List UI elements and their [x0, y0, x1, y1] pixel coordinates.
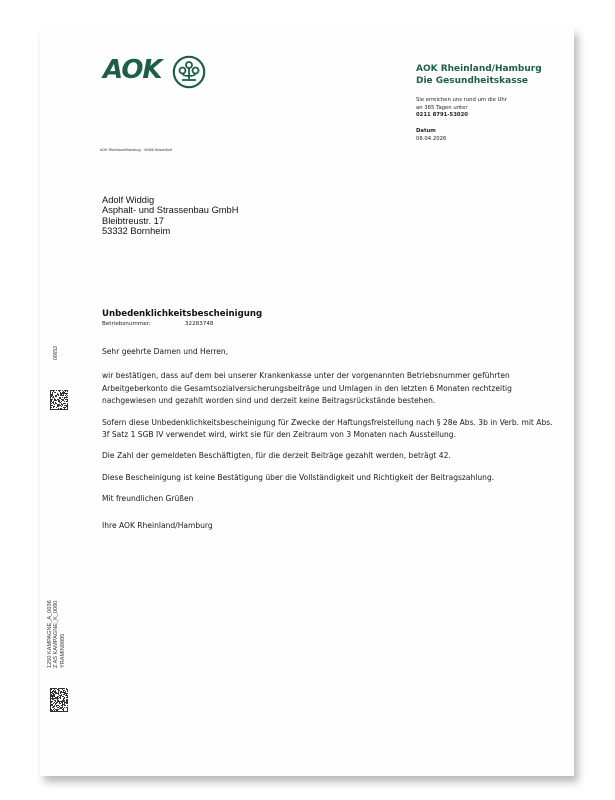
betriebsnummer-value: 32283748	[185, 321, 214, 327]
aok-logo-text: AOK	[103, 55, 162, 85]
brand-tagline: Die Gesundheitskasse	[416, 76, 529, 86]
brand-name: AOK Rheinland/Hamburg	[416, 64, 542, 74]
date-block	[416, 128, 446, 143]
date-value: 08.04.2026	[416, 135, 447, 142]
brand-block	[416, 63, 542, 87]
closing: Mit freundlichen Grüßen	[102, 494, 194, 504]
datamatrix-code-icon	[50, 688, 68, 712]
date-label: Datum	[416, 128, 436, 134]
recipient-city: 53332 Bornheim	[102, 226, 171, 237]
datamatrix-code-icon	[50, 390, 68, 410]
body-paragraph: Diese Bescheinigung ist keine Bestätigung über die Vollständigkeit und Richtigkeit der Beitragszahlung.	[102, 472, 495, 482]
betriebsnummer-label: Betriebsnummer:	[102, 321, 151, 327]
body-paragraph: Die Zahl der gemeldeten Beschäftigten, für die derzeit Beiträge gezahlt werden, beträgt 42.	[102, 451, 451, 461]
sender-return-address: AOK Rheinland/Hamburg · 40466 Düsseldorf	[100, 148, 172, 152]
body-paragraph: Sofern diese Unbedenklichkeitsbescheinigung für Zwecke der Haftungsfreistellung nach § 28e Abs. 3b in Verb. mit Abs. 3f Satz 1 SGB IV verwendet wird, wirkt sie für den Zeitraum von 3 Monaten nach Ausstellung.	[102, 417, 553, 440]
margin-codes	[47, 600, 66, 668]
contact-phone: 0211 8791-53020	[416, 112, 468, 118]
recipient-name: Adolf Widdig	[102, 195, 155, 205]
betriebsnummer-row	[102, 321, 214, 327]
aok-tree-emblem-icon	[172, 55, 206, 89]
salutation: Sehr geehrte Damen und Herren,	[102, 347, 229, 356]
contact-info	[416, 97, 507, 120]
recipient-company: Asphalt- und Strassenbau GmbH	[102, 205, 239, 216]
letter-body	[102, 346, 558, 541]
recipient-address	[102, 195, 238, 237]
contact-line: Sie erreichen uns rund um die Uhr	[416, 97, 507, 103]
letter-page	[40, 28, 574, 776]
recipient-street: Bleibtreustr. 17	[102, 215, 165, 226]
margin-code-line: 1250 KAMPAGNE_A_0036	[47, 600, 53, 668]
signature: Ihre AOK Rheinland/Hamburg	[102, 520, 213, 530]
margin-code-line: Z AS KAMPAGNE_K_0080	[53, 600, 60, 668]
contact-line: an 365 Tagen unter	[416, 104, 468, 111]
letter-subject: Unbedenklichkeitsbescheinigung	[102, 309, 263, 319]
body-paragraph: wir bestätigen, dass auf dem bei unserer Krankenkasse unter der vorgenannten Betriebsnummer geführten Arbeitgeberkonto die Gesamtsozialversicherungsbeiträge und Umlagen in den letzten 6 Monaten rechtzeitig nachgewiesen und gezahlt worden sind und derzeit keine Beitragsrückstände bestehen.	[102, 371, 512, 406]
margin-code-top: 00653	[53, 346, 59, 360]
margin-code-line: YRAMIN9995	[59, 633, 66, 668]
